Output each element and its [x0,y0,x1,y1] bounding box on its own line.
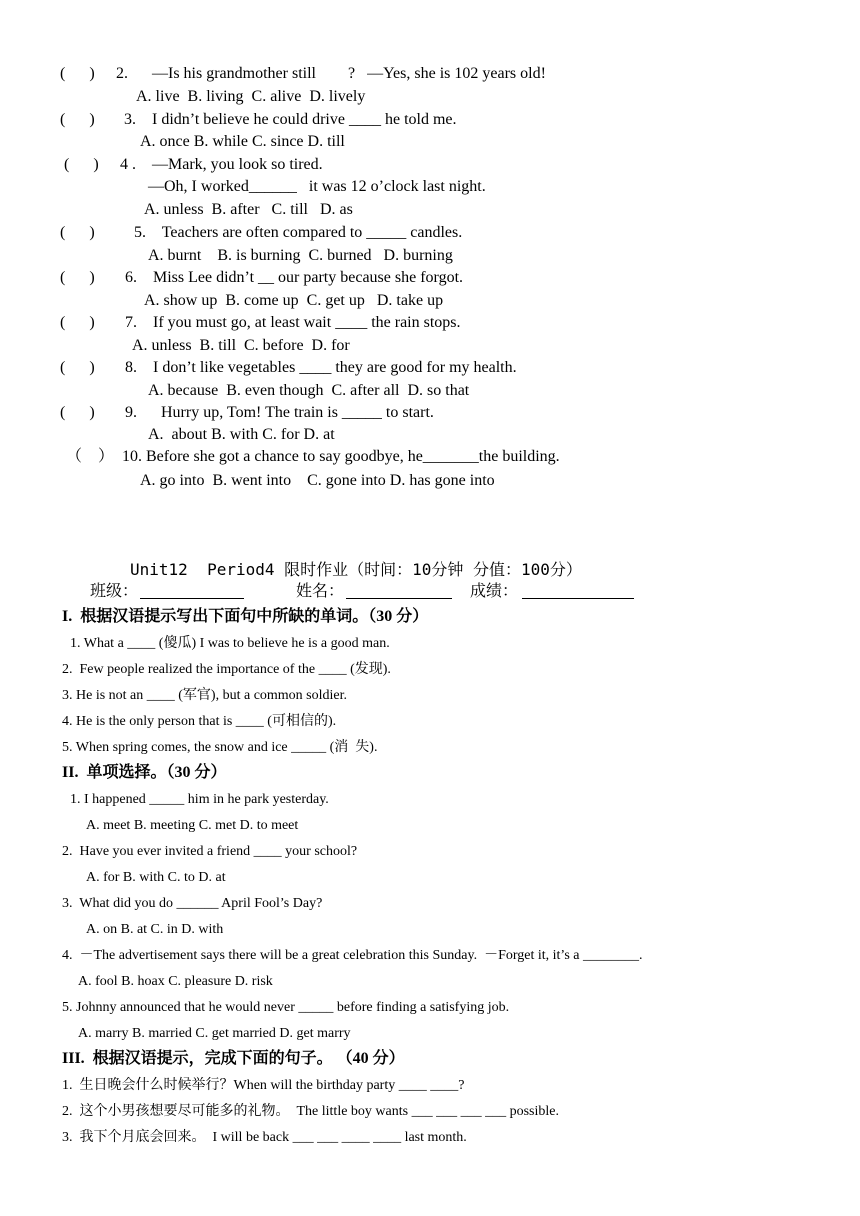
q6-paren: ( ) [60,269,95,286]
q2-options: A. live B. living C. alive D. lively [136,88,366,105]
s2-q1-options: A. meet B. meeting C. met D. to meet [86,818,299,833]
section-3-heading: III. 根据汉语提示，完成下面的句子。 （40 分） [62,1050,405,1067]
q4-paren: ( ) [64,156,99,173]
s1-item-3: 3. He is not an ____ (军官), but a common soldier. [62,688,348,703]
s2-q4-options: A. fool B. hoax C. pleasure D. risk [78,974,273,989]
name-field[interactable] [346,582,452,599]
s1-item-2: 2. Few people realized the importance of the ____ (发现). [62,662,391,677]
q7-paren: ( ) [60,314,95,331]
s1-item-4: 4. He is the only person that is ____ (可相信的). [62,714,337,729]
class-field[interactable] [140,582,244,599]
q2-paren: ( ) [60,65,95,82]
q9-stem: 9. Hurry up, Tom! The train is _____ to start. [125,404,434,421]
class-label: 班级： [90,583,139,600]
section-1-heading: I. 根据汉语提示写出下面句中所缺的单词。（30 分） [62,608,429,625]
q8-options: A. because B. even though C. after all D. so that [148,382,470,399]
q4-stem-reply: —Oh, I worked______ it was 12 o’clock last night. [148,178,486,195]
s2-q2: 2. Have you ever invited a friend ____ your school? [62,844,358,859]
s3-item-2: 2. 这个小男孩想要尽可能多的礼物。 The little boy wants ___ ___ ___ ___ possible. [62,1104,559,1119]
s2-q4: 4. －The advertisement says there will be a great celebration this Sunday. －Forget it, it’s a ________. [62,948,643,963]
q8-paren: ( ) [60,359,95,376]
q5-paren: ( ) [60,224,95,241]
s2-q2-options: A. for B. with C. to D. at [86,870,226,885]
q5-stem: 5. Teachers are often compared to _____ candles. [134,224,463,241]
q10-stem: 10. Before she got a chance to say goodbye, he_______the building. [122,448,560,465]
page-title: Unit12 Period4 限时作业（时间：10分钟 分值：100分） [130,560,582,579]
s1-item-5: 5. When spring comes, the snow and ice _____ (消 失). [62,740,378,755]
q6-options: A. show up B. come up C. get up D. take up [144,292,444,309]
q3-stem: 3. I didn’t believe he could drive ____ he told me. [124,111,457,128]
s2-q5-options: A. marry B. married C. get married D. get marry [78,1026,351,1041]
q10-paren: （ ） [66,448,115,465]
q7-stem: 7. If you must go, at least wait ____ the rain stops. [125,314,461,331]
s2-q3: 3. What did you do ______ April Fool’s Day? [62,896,323,911]
q7-options: A. unless B. till C. before D. for [132,337,350,354]
q3-options: A. once B. while C. since D. till [140,133,345,150]
s1-item-1: 1. What a ____ (傻瓜) I was to believe he is a good man. [70,636,390,651]
q10-options: A. go into B. went into C. gone into D. has gone into [140,472,495,489]
name-label: 姓名： [296,583,345,600]
score-field[interactable] [522,582,634,599]
s3-item-3: 3. 我下个月底会回来。 I will be back ___ ___ ____ ____ last month. [62,1130,467,1145]
q9-paren: ( ) [60,404,95,421]
section-2-heading: II. 单项选择。（30 分） [62,764,227,781]
q4-stem: 4 . —Mark, you look so tired. [120,156,323,173]
s2-q1: 1. I happened _____ him in he park yesterday. [70,792,329,807]
s2-q5: 5. Johnny announced that he would never _____ before finding a satisfying job. [62,1000,510,1015]
q6-stem: 6. Miss Lee didn’t __ our party because she forgot. [125,269,464,286]
q4-options: A. unless B. after C. till D. as [144,201,353,218]
score-label: 成绩： [470,583,519,600]
q3-paren: ( ) [60,111,95,128]
s3-item-1: 1. 生日晚会什么时候举行？When will the birthday party ____ ____? [62,1078,465,1093]
q9-options: A. about B. with C. for D. at [148,426,335,443]
q2-stem: 2. —Is his grandmother still ? —Yes, she is 102 years old! [116,65,546,82]
q8-stem: 8. I don’t like vegetables ____ they are good for my health. [125,359,517,376]
s2-q3-options: A. on B. at C. in D. with [86,922,224,937]
q5-options: A. burnt B. is burning C. burned D. burning [148,247,453,264]
